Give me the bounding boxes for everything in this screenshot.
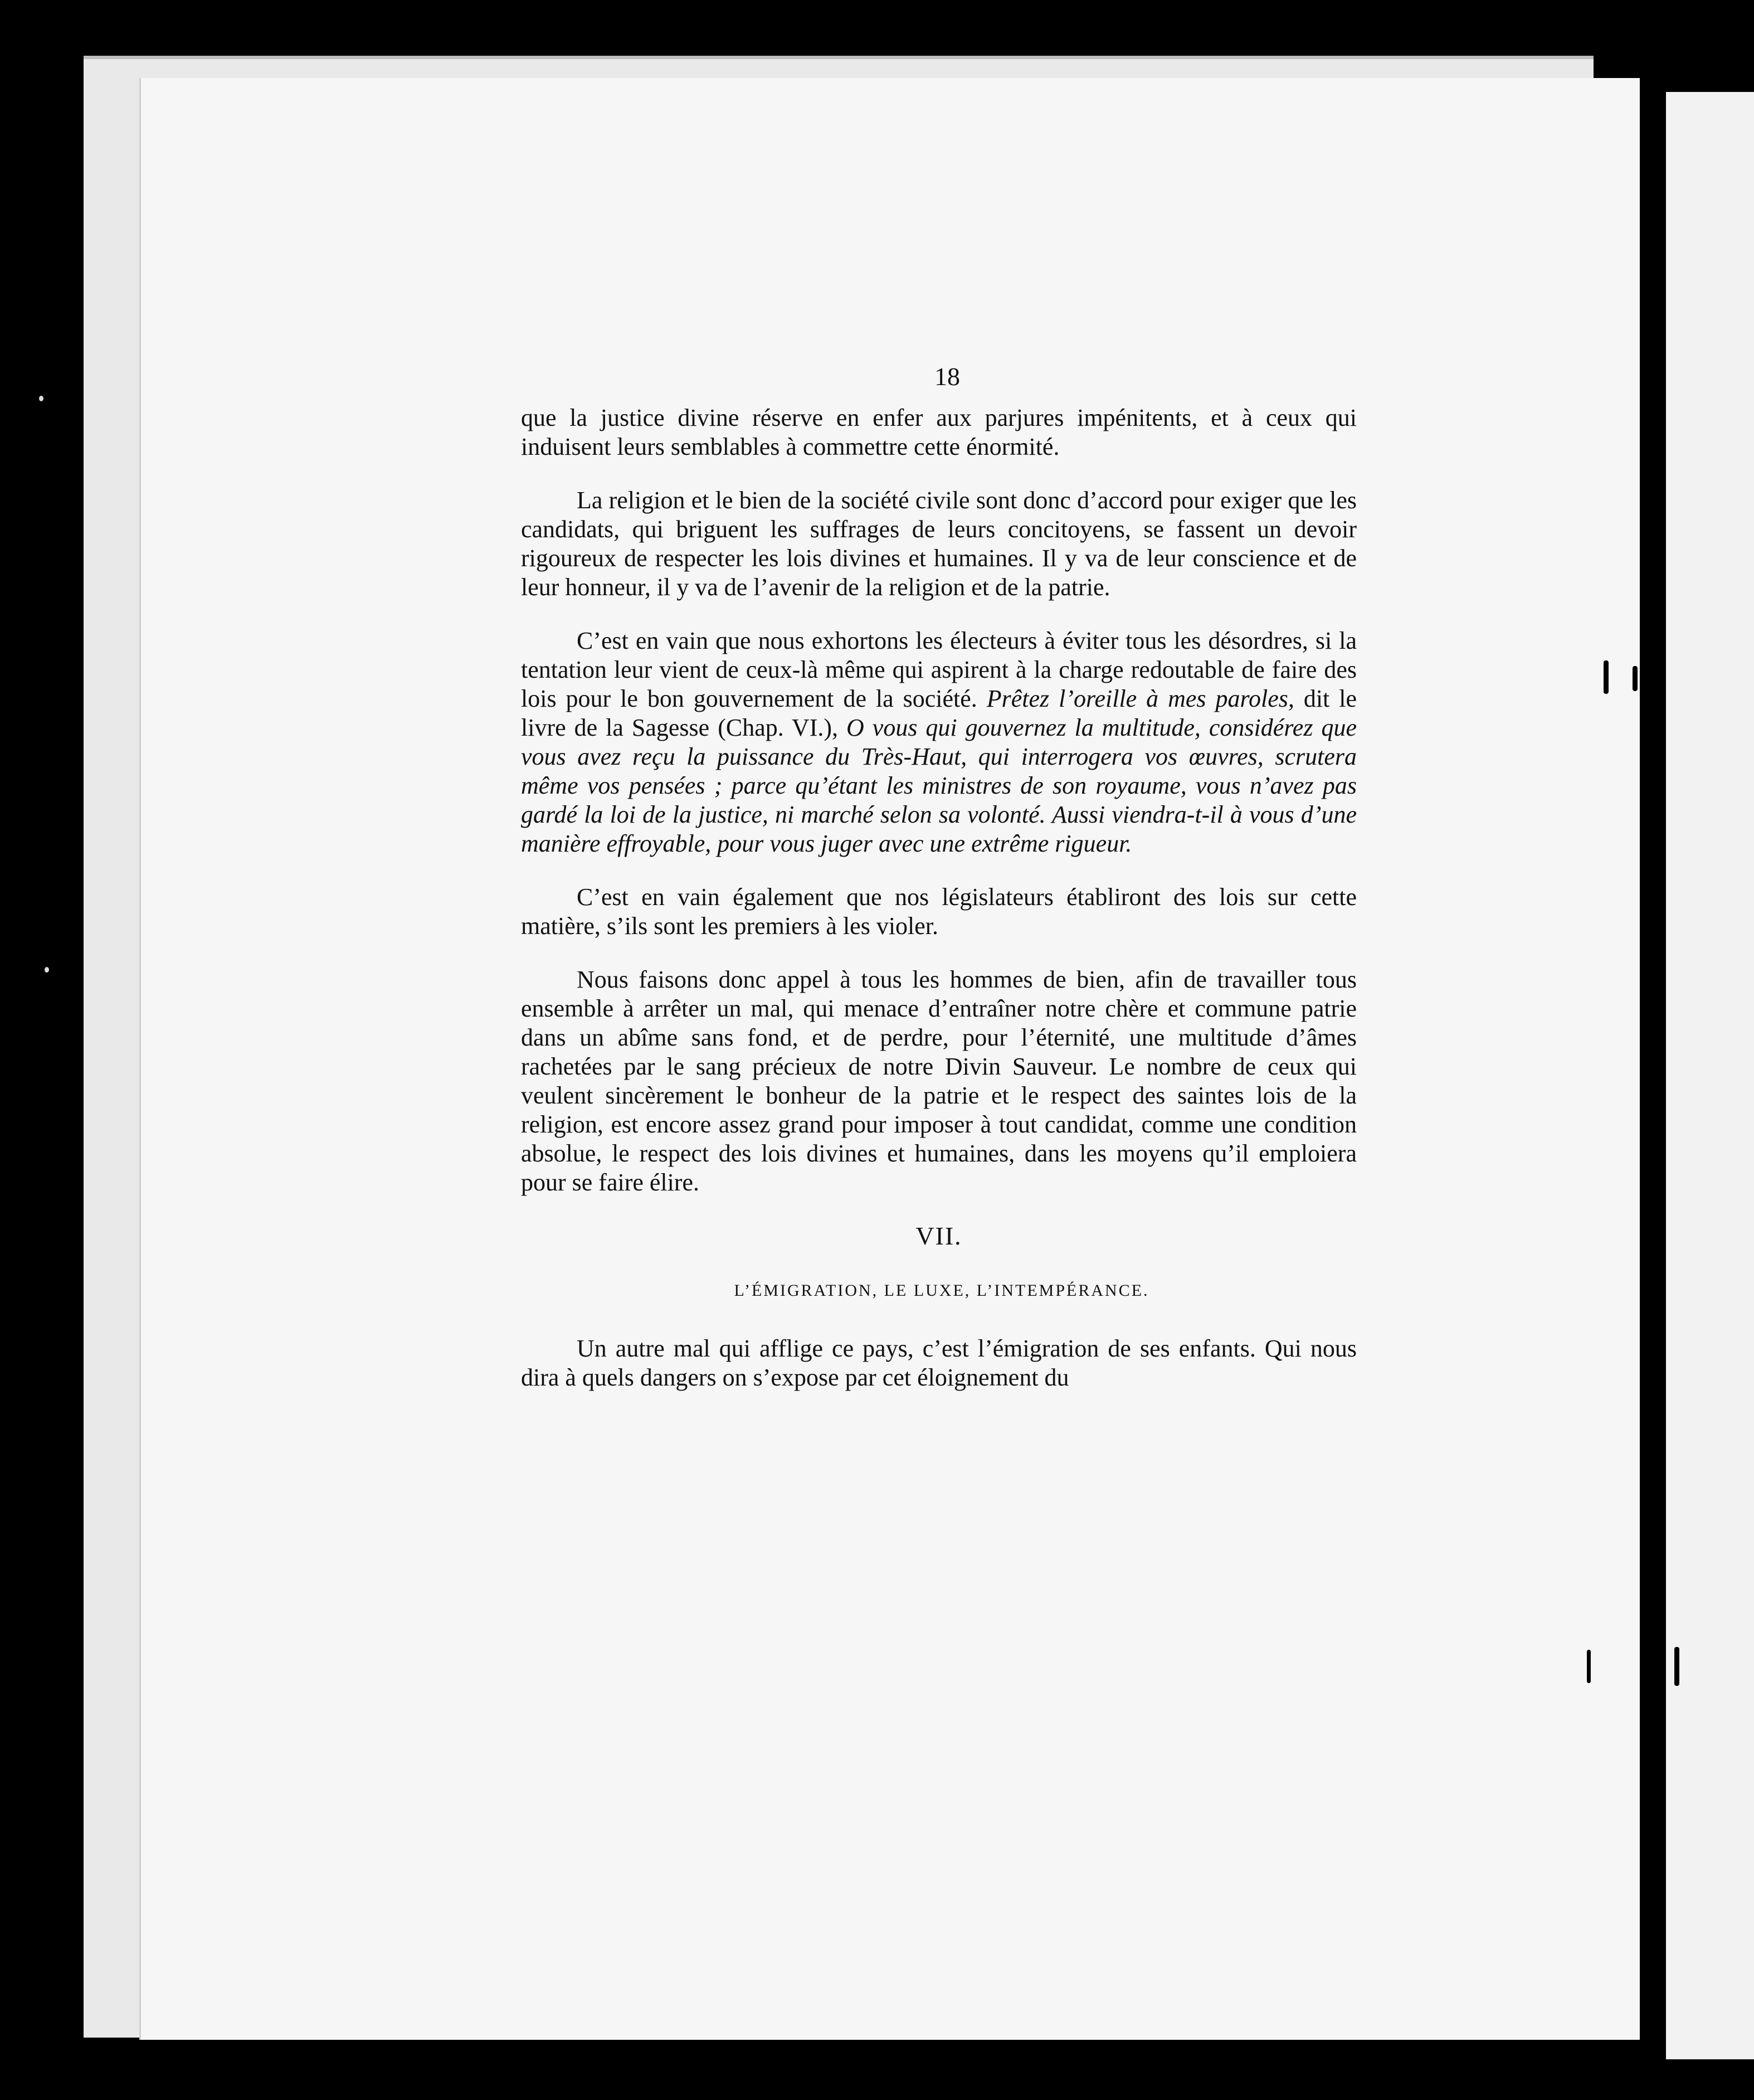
paragraph: La religion et le bien de la société civile sont donc d’accord pour exiger que les candidats, qui briguent les suffrages de leurs concitoyens, se fassent un devoir rigoureux de respecter les lois divines et humaines. Il y va de leur conscience et de leur honneur, il y va de l’avenir de la religion et de la patrie. (521, 487, 1357, 601)
paragraph: Un autre mal qui afflige ce pays, c’est l’émigration de ses enfants. Qui nous dira à quels dangers on s’expose par cet éloignement du (521, 1335, 1357, 1391)
facing-page-strip (1666, 92, 1754, 2059)
italic-quote: O vous qui gouvernez la multitude, considérez que vous avez reçu la puissance du Très-Haut, qui interrogera vos œuvres, scrutera même vos pensées ; parce qu’étant les ministres de son royaume, vous n’avez pas gardé la loi de la justice, ni marché selon sa volonté. Aussi viendra-t-il à vous d’une manière effroyable, pour vous juger avec une extrême rigueur. (521, 714, 1357, 857)
section-number: VII. (915, 1222, 962, 1250)
scan-mark (1633, 666, 1638, 691)
scan-mark (1604, 660, 1609, 694)
scan-mark (1674, 1647, 1679, 1686)
page-text (521, 362, 1357, 1392)
paragraph-text: dit le livre de la Sagesse (Chap. VI.), (521, 685, 1357, 741)
italic-quote: Prêtez l’oreille à mes paroles, (986, 685, 1294, 712)
scan-mark (1587, 1650, 1591, 1683)
scan-speck (45, 967, 49, 973)
paragraph-text: C’est en vain que nous exhortons les électeurs à éviter tous les désordres, si la tentation leur vient de ceux-là même qui aspirent à la charge redoutable de faire des lois pour le bon gouvernement de la société. (521, 627, 1357, 712)
paragraph: C’est en vain également que nos législateurs établiront des lois sur cette matière, s’ils sont les premiers à les violer. (521, 883, 1357, 940)
paragraph (521, 626, 1357, 858)
scan-mark (1650, 669, 1655, 691)
page-number: 18 (934, 362, 960, 391)
paragraph: que la justice divine réserve en enfer aux parjures impénitents, et à ceux qui induisent leurs semblables à commettre cette énormité. (521, 404, 1357, 460)
section-title: L’ÉMIGRATION, LE LUXE, L’INTEMPÉRANCE. (734, 1281, 1149, 1300)
scan-speck (39, 396, 43, 401)
paragraph: Nous faisons donc appel à tous les hommes de bien, afin de travailler tous ensemble à arrêter un mal, qui menace d’entraîner notre chère et commune patrie dans un abîme sans fond, et de perdre, pour l’éternité, une multitude d’âmes rachetées par le sang précieux de notre Divin Sauveur. Le nombre de ceux qui veulent sincèrement le bonheur de la patrie et le respect des saintes lois de la religion, est encore assez grand pour imposer à tout candidat, comme une condition absolue, le respect des lois divines et humaines, dans les moyens qu’il emploiera pour se faire élire. (521, 966, 1357, 1196)
